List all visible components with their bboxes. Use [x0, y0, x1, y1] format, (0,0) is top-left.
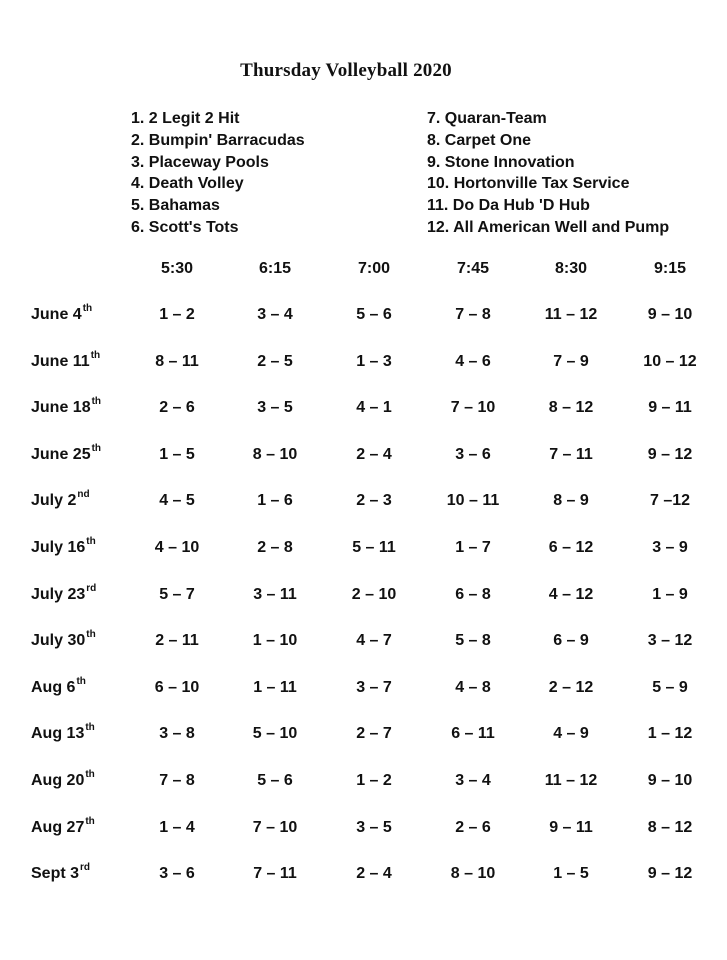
- matchup-cell: 3 – 11: [253, 585, 297, 603]
- schedule-row: [0, 349, 727, 377]
- matchup-cell: 5 – 6: [356, 306, 392, 323]
- schedule-row: [0, 815, 727, 843]
- date-label: [31, 675, 86, 697]
- date-label: [31, 582, 97, 604]
- matchup-cell: 3 – 4: [455, 772, 491, 789]
- date-label: [31, 862, 91, 883]
- matchup-cell: 1 – 9: [652, 585, 688, 603]
- matchup-cell: 1 – 7: [455, 539, 491, 556]
- date-text: Aug 13: [31, 725, 85, 743]
- matchup-cell: 10 – 11: [446, 492, 500, 510]
- time-slot-header: 5:30: [160, 260, 194, 277]
- team-item: 5. Bahamas: [131, 197, 220, 215]
- date-ordinal-suffix: nd: [77, 489, 90, 501]
- matchup-cell: 7 – 11: [549, 445, 593, 463]
- team-item: 2. Bumpin' Barracudas: [131, 131, 305, 149]
- team-item: 8. Carpet One: [427, 131, 532, 149]
- schedule-row: [0, 675, 727, 703]
- date-ordinal-suffix: th: [86, 629, 96, 641]
- matchup-cell: 6 – 8: [455, 585, 491, 603]
- matchup-cell: 8 – 12: [548, 399, 594, 417]
- matchup-cell: 6 – 11: [451, 725, 495, 743]
- date-text: June 25: [31, 445, 91, 463]
- matchup-cell: 4 – 7: [356, 632, 392, 650]
- matchup-cell: 2 – 3: [356, 492, 392, 510]
- date-text: June 4: [31, 306, 82, 323]
- date-text: June 18: [31, 399, 91, 417]
- matchup-cell: 9 – 11: [549, 818, 593, 836]
- matchup-cell: 8 – 9: [553, 492, 589, 510]
- matchup-cell: 11 – 12: [544, 306, 598, 323]
- matchup-cell: 2 – 6: [159, 399, 195, 417]
- matchup-cell: 1 – 5: [159, 445, 195, 463]
- matchup-cell: 1 – 12: [647, 725, 693, 743]
- matchup-cell: 2 – 12: [548, 678, 594, 696]
- matchup-cell: 8 – 11: [155, 352, 199, 370]
- time-slot-header: 8:30: [554, 260, 588, 277]
- time-slot-header: 7:00: [357, 260, 391, 277]
- page-title: Thursday Volleyball 2020: [240, 60, 452, 81]
- date-text: Aug 27: [31, 818, 85, 836]
- date-ordinal-suffix: th: [85, 769, 95, 780]
- matchup-cell: 5 – 9: [652, 678, 688, 696]
- matchup-cell: 7 – 8: [455, 306, 491, 323]
- matchup-cell: 4 – 8: [455, 678, 491, 696]
- team-item: 1. 2 Legit 2 Hit: [131, 110, 240, 127]
- matchup-cell: 9 – 12: [647, 445, 693, 463]
- matchup-cell: 7 – 10: [450, 399, 496, 417]
- date-text: July 2: [31, 492, 77, 510]
- team-item: 10. Hortonville Tax Service: [427, 175, 630, 193]
- date-label: [31, 769, 95, 790]
- matchup-cell: 8 – 12: [647, 818, 693, 836]
- date-label: [31, 629, 96, 650]
- team-item: 9. Stone Innovation: [427, 153, 575, 171]
- matchup-cell: 9 – 10: [647, 306, 693, 323]
- team-list-right: [427, 108, 669, 239]
- matchup-cell: 6 – 12: [548, 539, 594, 556]
- time-slot-header: 7:45: [456, 260, 490, 277]
- date-text: July 23: [31, 585, 86, 603]
- date-label: [31, 722, 95, 743]
- schedule-row: [0, 489, 727, 516]
- matchup-cell: 1 – 5: [553, 865, 589, 883]
- date-text: July 16: [31, 539, 86, 556]
- date-ordinal-suffix: th: [91, 442, 102, 454]
- date-ordinal-suffix: th: [90, 349, 101, 361]
- matchup-cell: 7 – 11: [253, 865, 297, 883]
- matchup-cell: 3 – 5: [257, 399, 293, 417]
- schedule-row: [0, 862, 727, 889]
- team-item: 7. Quaran-Team: [427, 110, 547, 127]
- matchup-cell: 11 – 12: [544, 772, 598, 789]
- matchup-cell: 2 – 7: [356, 725, 392, 743]
- matchup-cell: 4 – 6: [455, 352, 491, 370]
- date-ordinal-suffix: th: [76, 675, 86, 687]
- matchup-cell: 8 – 10: [252, 445, 298, 463]
- date-text: Sept 3: [31, 865, 80, 883]
- date-ordinal-suffix: th: [85, 722, 95, 734]
- team-item: 6. Scott's Tots: [131, 218, 239, 236]
- matchup-cell: 7 –12: [649, 492, 691, 510]
- team-item: 12. All American Well and Pump: [427, 218, 670, 236]
- matchup-cell: 10 – 12: [643, 352, 697, 370]
- team-item: 3. Placeway Pools: [131, 153, 269, 171]
- date-label: [31, 396, 102, 417]
- matchup-cell: 4 – 5: [159, 492, 195, 510]
- matchup-cell: 2 – 4: [356, 865, 392, 883]
- matchup-cell: 3 – 4: [257, 306, 293, 323]
- matchup-cell: 9 – 11: [648, 399, 692, 417]
- matchup-cell: 3 – 6: [159, 865, 195, 883]
- matchup-cell: 7 – 9: [553, 352, 589, 370]
- time-slot-header: 9:15: [653, 260, 687, 277]
- matchup-cell: 1 – 6: [257, 492, 293, 510]
- date-ordinal-suffix: rd: [80, 862, 91, 874]
- matchup-cell: 9 – 10: [647, 772, 693, 789]
- matchup-cell: 2 – 11: [155, 632, 199, 650]
- matchup-cell: 5 – 11: [352, 539, 396, 556]
- matchup-cell: 2 – 5: [257, 352, 293, 370]
- date-ordinal-suffix: th: [85, 815, 95, 827]
- date-label: [31, 536, 96, 557]
- date-text: July 30: [31, 632, 86, 650]
- matchup-cell: 5 – 10: [252, 725, 298, 743]
- schedule-row: [0, 536, 727, 563]
- date-ordinal-suffix: th: [86, 536, 96, 547]
- matchup-cell: 1 – 11: [253, 678, 297, 696]
- matchup-cell: 4 – 10: [154, 539, 200, 556]
- date-ordinal-suffix: th: [82, 303, 93, 314]
- date-label: [31, 489, 90, 510]
- matchup-cell: 4 – 12: [548, 585, 594, 603]
- matchup-cell: 1 – 3: [356, 352, 392, 370]
- matchup-cell: 2 – 6: [455, 818, 491, 836]
- schedule-row: [0, 769, 727, 796]
- matchup-cell: 4 – 1: [356, 399, 392, 417]
- date-label: [31, 815, 95, 837]
- matchup-cell: 1 – 10: [252, 632, 298, 650]
- matchup-cell: 4 – 9: [553, 725, 589, 743]
- matchup-cell: 9 – 12: [647, 865, 693, 883]
- matchup-cell: 5 – 7: [159, 585, 195, 603]
- date-ordinal-suffix: rd: [86, 582, 97, 594]
- matchup-cell: 2 – 8: [257, 539, 293, 556]
- matchup-cell: 3 – 9: [652, 539, 688, 556]
- matchup-cell: 3 – 8: [159, 725, 195, 743]
- team-item: 11. Do Da Hub 'D Hub: [427, 197, 590, 215]
- team-item: 4. Death Volley: [131, 175, 244, 193]
- date-ordinal-suffix: th: [91, 396, 102, 408]
- matchup-cell: 3 – 7: [356, 678, 392, 696]
- team-list-left: [131, 108, 305, 239]
- date-text: Aug 6: [31, 678, 76, 696]
- matchup-cell: 5 – 6: [257, 772, 293, 789]
- date-label: [31, 442, 102, 464]
- matchup-cell: 3 – 12: [647, 632, 693, 650]
- matchup-cell: 1 – 2: [159, 306, 195, 323]
- schedule-row: [0, 629, 727, 656]
- matchup-cell: 2 – 4: [356, 445, 392, 463]
- date-text: June 11: [31, 352, 90, 370]
- matchup-cell: 6 – 10: [154, 678, 200, 696]
- matchup-cell: 8 – 10: [450, 865, 496, 883]
- schedule-row: [0, 396, 727, 423]
- schedule-row: [0, 582, 727, 610]
- date-label: [31, 303, 93, 324]
- schedule-row: [0, 442, 727, 470]
- matchup-cell: 3 – 6: [455, 445, 491, 463]
- matchup-cell: 7 – 10: [252, 818, 298, 836]
- date-text: Aug 20: [31, 772, 85, 789]
- matchup-cell: 3 – 5: [356, 818, 392, 836]
- schedule-row: [0, 722, 727, 749]
- matchup-cell: 7 – 8: [159, 772, 195, 789]
- matchup-cell: 2 – 10: [351, 585, 397, 603]
- matchup-cell: 6 – 9: [553, 632, 589, 650]
- matchup-cell: 5 – 8: [455, 632, 491, 650]
- time-slot-header: 6:15: [258, 260, 292, 277]
- schedule-row: [0, 303, 727, 330]
- matchup-cell: 1 – 4: [159, 818, 195, 836]
- matchup-cell: 1 – 2: [356, 772, 392, 789]
- date-label: [31, 349, 101, 371]
